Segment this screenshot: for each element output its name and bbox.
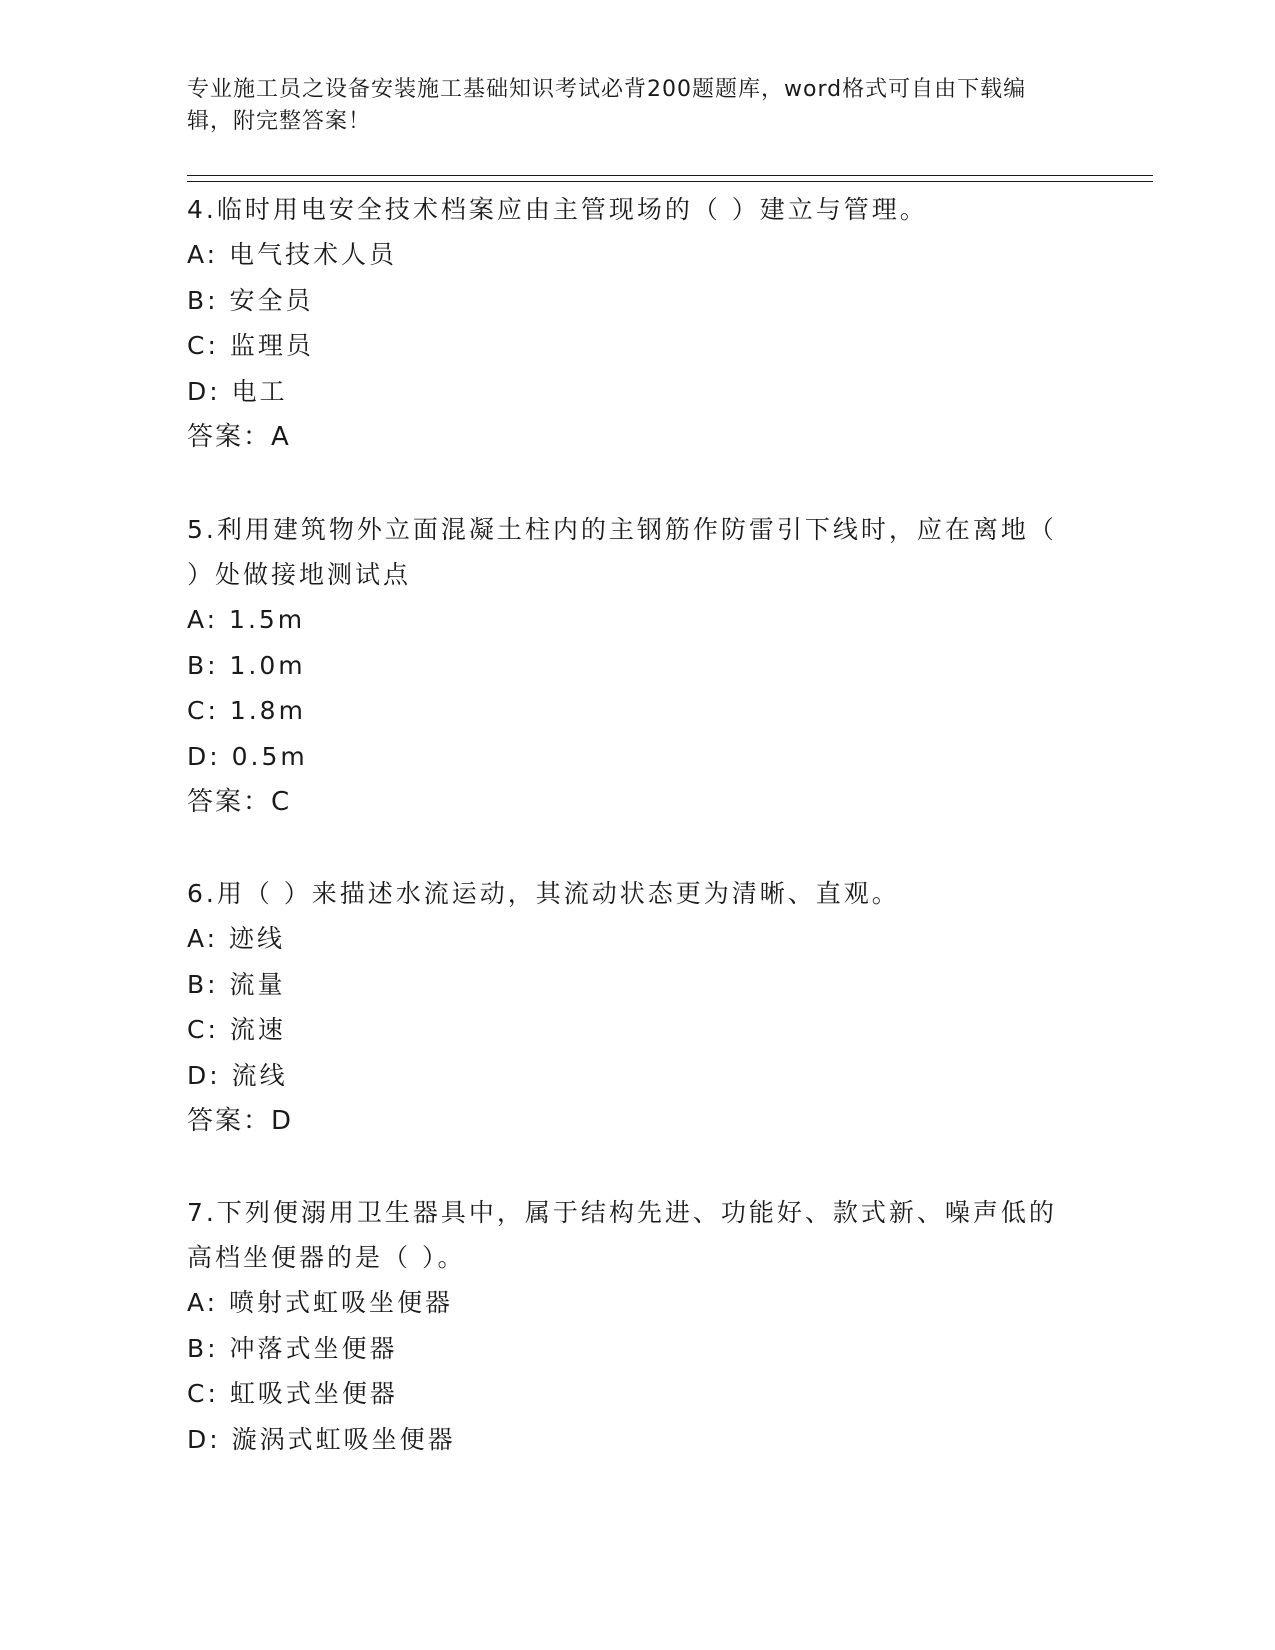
option-b: B: 流量 xyxy=(187,969,286,999)
option-a: A: 电气技术人员 xyxy=(187,240,398,269)
option-c: C: 1.8m xyxy=(187,696,306,725)
question-7 xyxy=(187,1190,1067,1462)
document-title: 专业施工员之设备安装施工基础知识考试必背200题题库，word格式可自由下载编辑，附完整答案！ xyxy=(187,77,1027,134)
answer: 答案：C xyxy=(187,787,292,817)
question-text: 7.下列便溺用卫生器具中，属于结构先进、功能好、款式新、噪声低的高档坐便器的是（ ）。 xyxy=(187,1198,1057,1272)
question-text: 4.临时用电安全技术档案应由主管现场的（ ）建立与管理。 xyxy=(187,195,928,224)
option-b: B: 安全员 xyxy=(187,285,314,315)
option-c: C: 流速 xyxy=(187,1015,286,1044)
option-d: D: 漩涡式虹吸坐便器 xyxy=(187,1424,456,1454)
option-a: A: 1.5m xyxy=(187,605,306,634)
question-4 xyxy=(187,187,1067,460)
option-c: C: 虹吸式坐便器 xyxy=(187,1379,398,1408)
option-b: B: 1.0m xyxy=(187,650,306,680)
question-6 xyxy=(187,871,1067,1144)
question-text: 6.用（ ）来描述水流运动，其流动状态更为清晰、直观。 xyxy=(187,879,900,908)
option-d: D: 0.5m xyxy=(187,741,308,771)
question-text: 5.利用建筑物外立面混凝土柱内的主钢筋作防雷引下线时，应在离地（ ）处做接地测试点 xyxy=(187,515,1057,589)
header-divider-top xyxy=(187,175,1153,176)
option-b: B: 冲落式坐便器 xyxy=(187,1333,398,1363)
option-c: C: 监理员 xyxy=(187,331,314,360)
answer: 答案：A xyxy=(187,422,291,452)
answer: 答案：D xyxy=(187,1106,294,1136)
option-a: A: 迹线 xyxy=(187,924,286,953)
option-a: A: 喷射式虹吸坐便器 xyxy=(187,1288,454,1317)
header-divider-bottom xyxy=(187,181,1153,182)
question-5 xyxy=(187,507,1067,825)
option-d: D: 电工 xyxy=(187,376,288,406)
option-d: D: 流线 xyxy=(187,1060,288,1090)
